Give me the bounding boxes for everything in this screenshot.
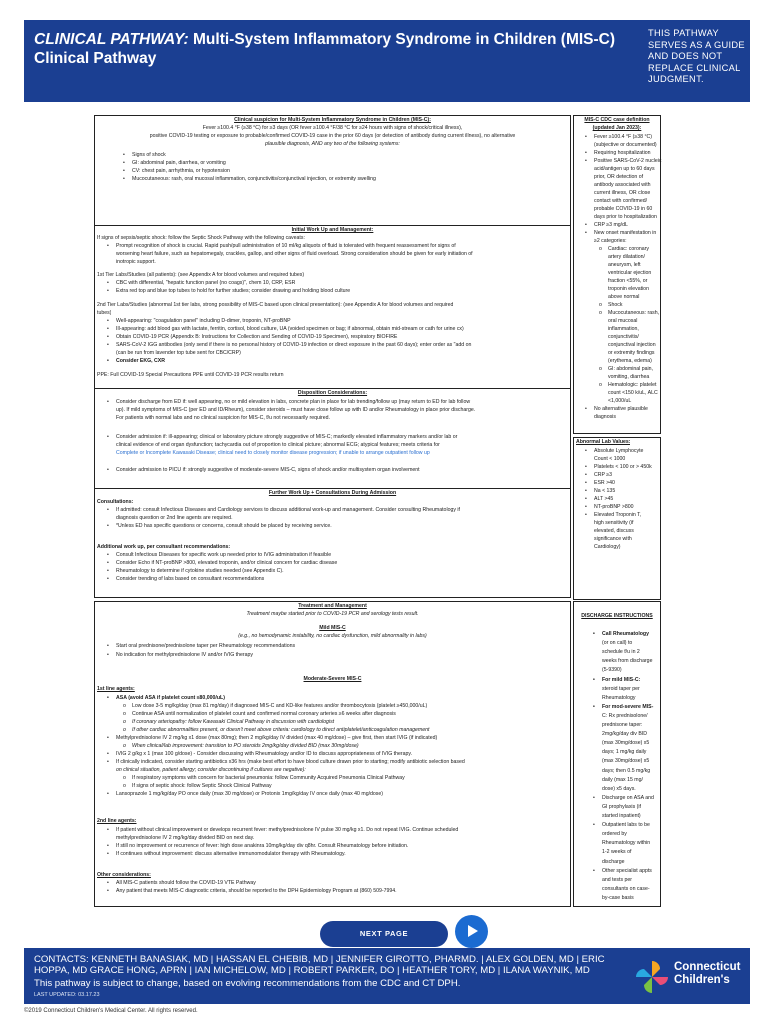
additional-label: Additional work up, per consultant recommendations: <box>97 544 231 550</box>
list-item: • Na < 135 <box>594 488 615 495</box>
list-item: • Call Rheumatology <box>602 631 649 638</box>
page-title <box>34 30 624 68</box>
list-item: started inpatient) <box>602 813 641 819</box>
divider <box>94 388 571 389</box>
disposition-item: • Consider discharge from ED if: well appearing, no or mild elevation in labs, concrete plan in place for lab trending/follow up (may return to ED for lab follow <box>116 399 470 406</box>
tier2-item-cont: (can be run from lavender top tube sent for CBC/CRP) <box>116 350 241 356</box>
list-item: above normal <box>608 294 640 300</box>
divider <box>94 225 571 226</box>
logo-wordmark: Connecticut Children's <box>674 961 741 986</box>
list-item: dose) x5 days. <box>602 785 636 792</box>
list-item: ≥2 categories: <box>594 238 627 244</box>
copyright: ©2019 Connecticut Children's Medical Center. All rights reserved. <box>24 1008 198 1014</box>
list-item: conjunctival injection <box>608 342 656 348</box>
list-item: o GI: abdominal pain, <box>608 366 653 373</box>
moderate-heading: Moderate-Severe MIS-C <box>303 676 362 682</box>
kawasaki-link[interactable]: Complete or Incomplete Kawasaki Disease; clinical need to closely monitor disease progression; if unable to arrange outpatient follow up <box>116 450 430 456</box>
list-item: vomiting, diarrhea <box>608 374 650 380</box>
pinwheel-logo-icon <box>632 958 672 996</box>
list-item: discharge <box>602 858 625 865</box>
list-item: days prior to hospitalization <box>594 214 657 220</box>
list-item: • Absolute Lymphocyte <box>594 448 643 455</box>
suspicion-item: • CV: chest pain, arrhythmia, or hypotension <box>132 168 230 175</box>
list-item: <1,000/uL <box>608 398 632 404</box>
connecticut-childrens-logo <box>632 958 747 998</box>
subject-to-change: This pathway is subject to change, based on evolving recommendations from the CDC and CT DPH. <box>34 978 461 989</box>
suspicion-line1: Fever ≥100.4 °F (≥38 °C) for ≥3 days (OR fever ≥100.4 °F/38 °C for ≥24 hours with signs of shock/critical illness), <box>202 125 463 131</box>
list-item: 1-2 weeks of <box>602 849 632 856</box>
list-item: or extremity findings <box>608 350 655 356</box>
list-item: • Other specialist appts <box>602 868 652 875</box>
suspicion-line2: positive COVID-19 testing or exposure to probable/confirmed COVID-19 case in the prior 60 days (or detection of antibody during current illness), no alternative <box>149 133 516 139</box>
list-item: consultants on case- <box>602 885 650 892</box>
list-item: contact with confirmed/ <box>594 198 648 204</box>
consult-item: • If admitted: consult Infectious Diseases and Cardiology services to discuss additional work-up and management. Consider consulting Rheumatology if <box>116 507 460 514</box>
list-item: and tests per <box>602 876 632 883</box>
list-item: conjunctivitis/ <box>608 334 639 340</box>
list-item: • NT-proBNP >800 <box>594 504 634 511</box>
list-item: (max 30mg/dose) x5 <box>602 758 650 765</box>
consult-item: • *Unless ED has specific questions or concerns, consult should be placed by receiving service. <box>116 523 332 530</box>
list-item: schedule f/u in 2 <box>602 649 640 656</box>
list-item: prednisone taper: <box>602 722 643 728</box>
sepsis-item-cont: worsening heart failure, such as hepatomegaly, crackles, gallop, and other signs of fluid overload. Strong consideration should be given for early initiation of <box>116 251 473 257</box>
cdc-heading: MIS-C CDC case definition <box>584 117 650 123</box>
tier2-item: • SARS-CoV-2 IGG antibodies (only send if there is no personal history of COVID-19 infection or direct exposure in the past 60 days); enter order as "add on <box>116 342 471 349</box>
tier2-item: • Well-appearing: "coagulation panel" including D-dimer, troponin, NT-proBNP <box>116 318 291 325</box>
list-item: Rheumatology within <box>602 840 651 847</box>
title-prefix: CLINICAL PATHWAY: <box>34 31 189 48</box>
list-item: (or on call) to <box>602 640 633 647</box>
second-line-item-cont: methylprednisolone IV 2 mg/kg/day divided BID on next day. <box>116 835 255 841</box>
antibiotics-item-cont: on clinical situation, patient allergy; consider discontinuing if cultures are negative): <box>116 767 306 773</box>
list-item: • Elevated Troponin T, <box>594 512 641 519</box>
list-item: 2mg/kg/day div BID <box>602 731 647 738</box>
list-item: • Outpatient labs to be <box>602 822 650 829</box>
suspicion-item: • GI: abdominal pain, diarrhea, or vomiting <box>132 160 226 167</box>
tier1-item: • CBC with differential, "hepatic function panel (no coags)", chem 10, CRP, ESR <box>116 280 295 287</box>
list-item: days; then 0.5 mg/kg <box>602 767 651 774</box>
list-item: • No alternative plausible <box>594 406 648 413</box>
tier2-heading-cont: tubes) <box>97 310 112 316</box>
disposition-heading: Disposition Considerations: <box>297 390 368 396</box>
title-main: Multi-System Inflammatory Syndrome in Children (MIS-C) <box>188 31 616 48</box>
list-item: oral mucosal <box>608 318 638 324</box>
abnormal-heading: Abnormal Lab Values: <box>576 439 631 445</box>
list-item: antibody associated with <box>594 182 651 188</box>
disposition-item-cont: clinical evidence of end organ dysfunction; tachycardia out of proportion to clinical picture; abnormal ECG; atypical features; meets criteria for <box>116 442 440 448</box>
divider <box>94 488 571 489</box>
list-item: weeks from discharge <box>602 658 653 665</box>
ppi-item: • Lansoprazole 1 mg/kg/day PO once daily (max 30 mg/dose) or Protonix 1mg/kg/day IV once daily (max 40 mg/dose) <box>116 791 383 798</box>
contacts: CONTACTS: KENNETH BANASIAK, MD | HASSAN EL CHEBIB, MD | JENNIFER GIROTTO, PHARMD. | ALEX GOLDEN, MD | ERIC HOPPA, MD GRACE HONG, APRN | IAN MICHELOW, MD | ROBERT PARKER, DO | HEATHER TORY, MD | ILANA WAYNIK, MD <box>34 954 605 977</box>
first-line-label: 1st line agents: <box>97 686 135 692</box>
mild-item: • No indication for methylprednisolone IV and/or IVIG therapy <box>116 652 253 659</box>
list-item: o Mucocutaneous: rash, <box>608 310 659 317</box>
list-item: Rheumatology <box>602 694 636 701</box>
tier1-heading: 1st Tier Labs/Studies (all patients): (see Appendix A for blood volumes and required tubes) <box>97 272 305 278</box>
tier2-item: • Obtain COVID-19 PCR (Appendix B: Instructions for Collection and Sending of COVID-19 Specimen), respiratory BIOFIRE <box>116 334 397 341</box>
mild-item: • Start oral prednisone/prednisolone taper per Rheumatology recommendations <box>116 643 295 650</box>
list-item: acid/antigen up to 60 days <box>594 166 655 172</box>
list-item: high sensitivity (if <box>594 520 634 526</box>
list-item: count <150 k/uL, ALC <box>608 390 658 396</box>
disposition-item: • Consider admission to PICU if: strongly suggestive of moderate-severe MIS-C, signs of shock and/or multisystem organ involvement <box>116 467 420 474</box>
treatment-heading: Treatment and Management <box>298 603 367 609</box>
suspicion-line3: plausible diagnosis, AND any two of the following systems: <box>265 141 400 147</box>
list-item: (subjective or documented) <box>594 142 657 148</box>
other-label: Other considerations: <box>97 872 151 878</box>
treatment-subheading: Treatment maybe started prior to COVID-19 PCR and serology tests result. <box>246 611 419 617</box>
second-line-item: • If continues without improvement: discuss alternative immunomodulator therapy with Rheumatology. <box>116 851 346 858</box>
list-item: • Discharge on ASA and <box>602 795 654 802</box>
list-item: • Positive SARS-CoV-2 nucleic <box>594 158 661 165</box>
methylpred-subitem: o When clinical/lab improvement: transition to PO steroids 2mg/kg/day divided BID (max 30mg/dose) <box>132 743 359 750</box>
suspicion-item: • Signs of shock <box>132 152 166 159</box>
mild-heading: Mild MIS-C <box>319 625 346 631</box>
list-item: • For mod-severe MIS- <box>602 704 653 711</box>
list-item: diagnosis <box>594 414 616 420</box>
mild-subheading: (e.g., no hemodynamic instability, no cardiac dysfunction, mild abnormality in labs) <box>238 633 427 639</box>
consultations-label: Consultations: <box>97 499 134 505</box>
antibiotics-item: • If clinically indicated, consider starting antibiotics x36 hrs (make best effort to have blood culture drawn prior to starting; modify antibiotic selection based <box>116 759 465 766</box>
list-item: ventricular ejection <box>608 270 652 276</box>
disposition-item-cont: For patients with normal labs and no clinical suspicion for MIS-C, f/u not necessarily required. <box>116 415 330 421</box>
disposition-item-cont: up). If mild symptoms of MIS-C (per ED and ID/Rheum), consider steroids – must have close follow up with ID and/or Rheumatology in place prior discharge. <box>116 407 476 413</box>
list-item: • CRP ≥3 mg/dL <box>594 222 628 229</box>
list-item: (5-9390) <box>602 667 622 674</box>
list-item: • ALT >45 <box>594 496 613 503</box>
consult-item-cont: diagnosis question or 2nd line agents are required. <box>116 515 233 521</box>
tier2-item: • Consider EKG, CXR <box>116 358 165 365</box>
second-line-label: 2nd line agents: <box>97 818 137 824</box>
list-item: aneurysm, left <box>608 262 641 268</box>
list-item: troponin elevation <box>608 286 649 292</box>
additional-item: • Rheumatology to determine if cytokine studies needed (see Appendix C). <box>116 568 284 575</box>
list-item: artery dilatation/ <box>608 254 645 260</box>
tier2-item: • Ill-appearing: add blood gas with lactate, ferritin, cortisol, blood culture, UA (voided specimen or bag; if abnormal, obtain mid-stream or cath for urine cx) <box>116 326 464 333</box>
antibiotics-subitem: o If respiratory symptoms with concern for bacterial pneumonia: follow Community Acquired Pneumonia Clinical Pathway <box>132 775 405 782</box>
list-item: fraction <55%, or <box>608 278 648 284</box>
disclaimer-notice: THIS PATHWAY SERVES AS A GUIDE AND DOES NOT REPLACE CLINICAL JUDGMENT. <box>648 28 745 84</box>
suspicion-heading: Clinical suspicion for Multi-System Inflammatory Syndrome in Children (MIS-C): <box>234 117 431 123</box>
sepsis-item: • Prompt recognition of shock is crucial. Rapid push/pull administration of 10 ml/kg aliquots of fluid is tolerated with frequent reassessment for signs of <box>116 243 456 250</box>
ivig-item: • IVIG 2 g/kg x 1 (max 100 g/dose) - Consider discussing with Rheumatology and/or ID to discuss appropriateness of IVIG therapy. <box>116 751 412 758</box>
additional-item: • Consider trending of labs based on consultant recommendations <box>116 576 264 583</box>
second-line-item: • If still no improvement or recurrence of fever: high dose anakinra 10mg/kg/day div q8hr. Consult Rheumatology before initiation. <box>116 843 408 850</box>
list-item: probable COVID-19 in 60 <box>594 206 653 212</box>
list-item: by-case basis <box>602 894 634 901</box>
asa-subitem: o Continue ASA until normalization of platelet count and confirmed normal coronary arteries ≥6 weeks after diagnosis <box>132 711 396 718</box>
next-page-button[interactable]: NEXT PAGE <box>320 921 448 947</box>
list-item: o Shock <box>608 302 622 309</box>
last-updated: LAST UPDATED: 03.17.23 <box>34 992 100 998</box>
additional-item: • Consult Infectious Diseases for specific work up needed prior to IVIG administration if feasible <box>116 552 331 559</box>
list-item: Cardiology) <box>594 544 621 550</box>
list-item: significance with <box>594 536 632 542</box>
antibiotics-subitem: o If signs of septic shock: follow Septic Shock Clinical Pathway <box>132 783 272 790</box>
asa-item: • ASA (avoid ASA if platelet count ≤80,000/uL) <box>116 695 225 702</box>
discharge-heading: DISCHARGE INSTRUCTIONS <box>581 613 653 619</box>
suspicion-item: • Mucocutaneous: rash, oral mucosal inflammation, conjunctivitis/conjunctival injection, or extremity swelling <box>132 176 376 183</box>
other-item: • All MIS-C patients should follow the COVID-19 VTE Pathway <box>116 880 256 887</box>
list-item: • Requiring hospitalization <box>594 150 651 157</box>
list-item: days; 1 mg/kg daily <box>602 749 647 756</box>
list-item: ordered by <box>602 831 627 838</box>
tier1-item: • Extra red top and blue top tubes to hold for further studies; consider drawing and holding blood culture <box>116 288 350 295</box>
list-item: • Fever ≥100.4 °F (≥38 °C) <box>594 134 652 141</box>
additional-item: • Consider Echo if NT-proBNP >800, elevated troponin, and/or clinical concern for cardiac disease <box>116 560 337 567</box>
list-item: elevated, discuss <box>594 528 634 534</box>
further-heading: Further Work Up + Consultations During Admission <box>268 490 397 496</box>
title-line2: Clinical Pathway <box>34 50 157 67</box>
tier2-heading: 2nd Tier Labs/Studies (abnormal 1st tier labs, strong possibility of MIS-C based upon clinical presentation): (see Appendix A for blood volumes and required <box>97 302 454 308</box>
list-item: inflammation, <box>608 326 639 332</box>
list-item: o Hematologic: platelet <box>608 382 656 389</box>
asa-subitem: o Low dose 3-5 mg/kg/day (max 81 mg/day) if diagnosed MIS-C and KD-like features and/or thrombocytosis (platelet ≥450,000/uL) <box>132 703 427 710</box>
list-item: steroid taper per <box>602 685 640 692</box>
methylpred-item: • Methylprednisolone IV 2 mg/kg x1 dose (max 80mg); then 2 mg/kg/day IV divided (max 40 mg/dose) – give first, then start IVIG (if indicated) <box>116 735 437 742</box>
second-line-item: • If patient without clinical improvement or develops recurrent fever: methylprednisolone IV pulse 30 mg/kg x1. Do not repeat IVIG. Continue scheduled <box>116 827 458 834</box>
footer-banner <box>24 948 750 1004</box>
cdc-updated: (updated Jan 2023): <box>592 125 642 131</box>
list-item: • Platelets < 100 or > 450k <box>594 464 652 471</box>
sepsis-item-cont: inotropic support. <box>116 259 156 265</box>
list-item: o Cardiac: coronary <box>608 246 649 253</box>
other-item: • Any patient that meets MIS-C diagnostic criteria, should be reported to the DPH Epidemiology Program at (860) 509-7994. <box>116 888 397 895</box>
list-item: (max 30mg/dose) x5 <box>602 740 650 747</box>
workup-heading: Initial Work Up and Management: <box>291 227 374 233</box>
ppe-note: PPE: Full COVID-19 Special Precautions PPE until COVID-19 PCR results return <box>97 372 284 378</box>
list-item: prior, OR detection of <box>594 174 644 180</box>
list-item: • For mild MIS-C: <box>602 677 640 684</box>
list-item: • CRP ≥3 <box>594 472 612 479</box>
sepsis-line: If signs of sepsis/septic shock: follow the Septic Shock Pathway with the following caveats: <box>97 235 305 241</box>
list-item: daily (max 15 mg/ <box>602 776 643 783</box>
list-item: Count < 1000 <box>594 456 626 462</box>
list-item: C: Rx prednisolone/ <box>602 712 648 719</box>
list-item: GI prophylaxis (if <box>602 803 641 810</box>
asa-subitem: o If coronary arteriopathy: follow Kawasaki Clinical Pathway in discussion with cardiologist <box>132 719 334 726</box>
list-item: current illness, OR close <box>594 190 651 196</box>
disposition-item: • Consider admission if: ill-appearing; clinical or laboratory picture strongly suggestive of MIS-C; markedly elevated inflammatory markers and/or lab or <box>116 434 457 441</box>
list-item: (erythema, edema) <box>608 358 652 364</box>
list-item: • ESR >40 <box>594 480 615 487</box>
header-banner <box>24 20 750 102</box>
list-item: • New onset manifestation in <box>594 230 656 237</box>
next-arrow-icon[interactable] <box>455 915 488 948</box>
asa-subitem: o If other cardiac abnormalities present, or doesn't meet above criteria: cardiology to direct antiplatelet/anticoagulation management <box>132 727 429 734</box>
